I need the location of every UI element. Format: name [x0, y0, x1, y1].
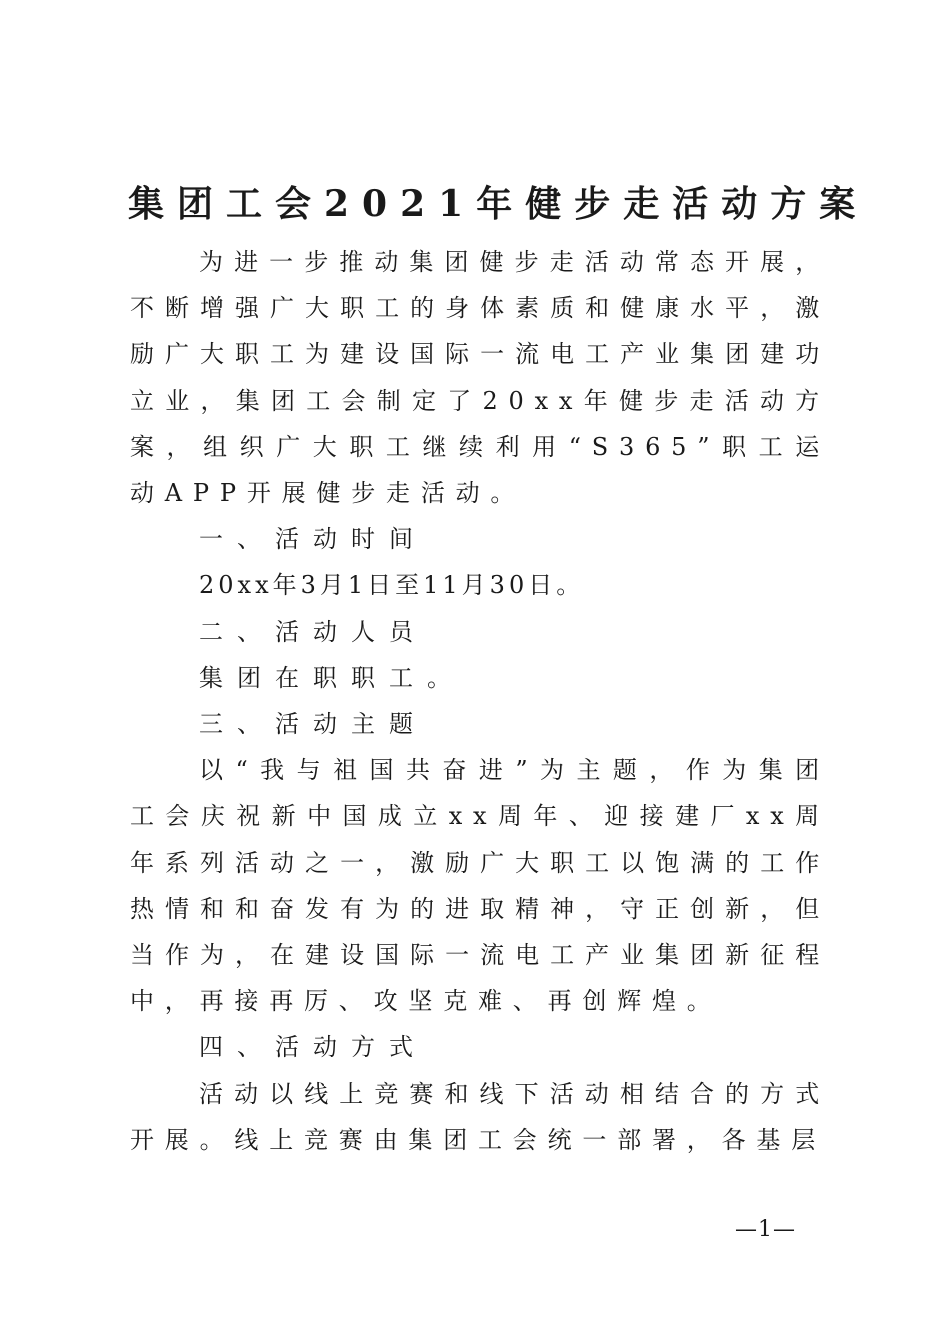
- section-text-time: 20xx年3月1日至11月30日。: [199, 571, 585, 600]
- section-text-method: 活动以线上竞赛和线下活动相结合的方式开展。线上竞赛由集团工会统一部署，各基层: [130, 1079, 830, 1154]
- section-text-participants: 集团在职职工。: [199, 663, 465, 692]
- section-text-theme: 以“我与祖国共奋进”为主题，作为集团工会庆祝新中国成立xx周年、迎接建厂xx周年系列活动之一，激励广大职工以饱满的工作热情和和奋发有为的进取精神，守正创新，但当作为，在建设国际一流电工产业集团新征程中，再接再厉、攻坚克难、再创辉煌。: [130, 756, 830, 1016]
- section-heading-theme: 三、活动主题: [199, 710, 427, 739]
- document-title: 集团工会2021年健步走活动方案: [128, 183, 869, 225]
- intro-paragraph: 为进一步推动集团健步走活动常态开展，不断增强广大职工的身体素质和健康水平，激励广大职工为建设国际一流电工产业集团建功立业，集团工会制定了20xx年健步走活动方案，组织广大职工继续利用“S365”职工运动APP开展健步走活动。: [130, 248, 830, 508]
- section-heading-participants: 二、活动人员: [199, 617, 427, 646]
- section-heading-time: 一、活动时间: [199, 525, 427, 554]
- page-number: —1—: [735, 1217, 796, 1242]
- document-body: [130, 239, 830, 1163]
- section-heading-method: 四、活动方式: [199, 1033, 427, 1062]
